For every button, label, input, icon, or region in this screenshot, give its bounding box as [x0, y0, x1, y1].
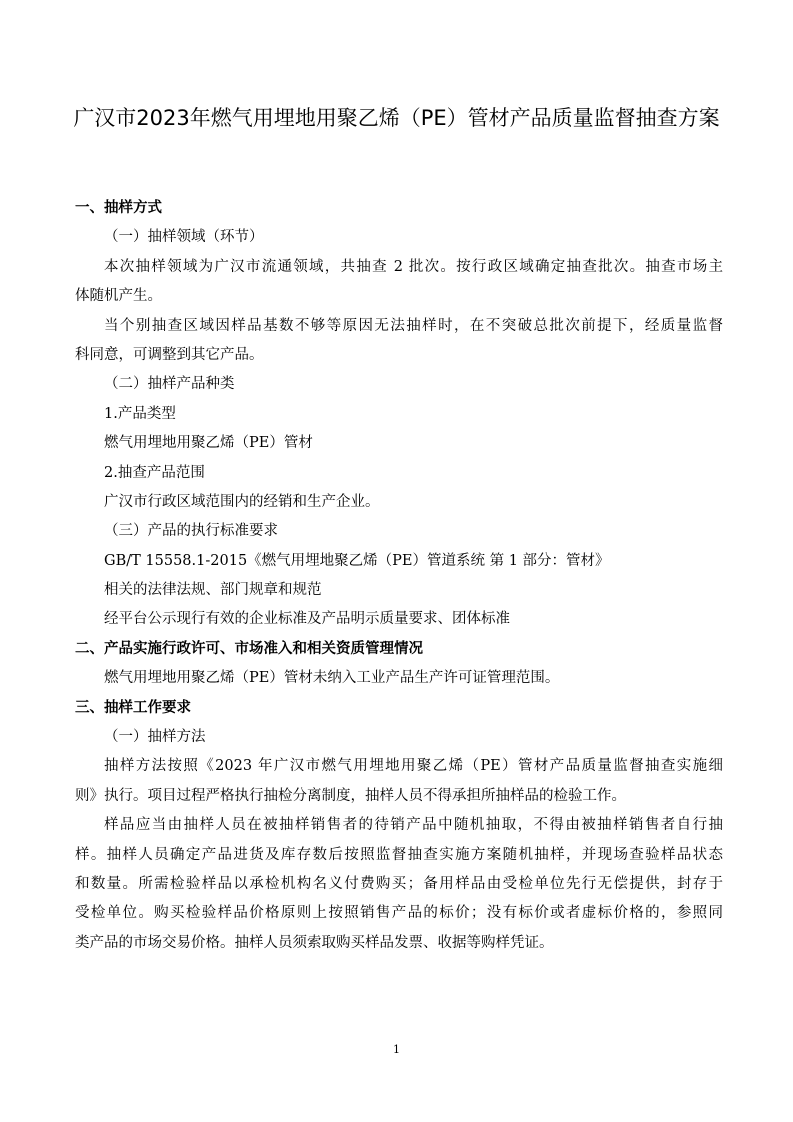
section-heading: 一、抽样方式	[75, 200, 162, 216]
page-number: 1	[393, 1043, 400, 1056]
text-line: 受检单位。购买检验样品价格原则上按照销售产品的标价；没有标价或者虚标价格的，参照同	[75, 905, 723, 922]
section-heading: 二、产品实施行政许可、市场准入和相关资质管理情况	[75, 640, 423, 657]
text-line: 类产品的市场交易价格。抽样人员须索取购买样品发票、收据等购样凭证。	[75, 934, 554, 951]
section-heading: 三、抽样工作要求	[75, 699, 191, 716]
text-line: （三）产品的执行标准要求	[104, 523, 278, 540]
text-line: （一）抽样方法	[104, 729, 206, 746]
text-line: 样。抽样人员确定产品进货及库存数后按照监督抽查实施方案随机抽样，并现场查验样品状态	[75, 846, 723, 863]
text-line: 抽样方法按照《2023 年广汉市燃气用埋地用聚乙烯（PE）管材产品质量监督抽查实施细	[104, 758, 723, 775]
text-line: 科同意，可调整到其它产品。	[75, 346, 264, 363]
text-line: （一）抽样领域（环节）	[104, 229, 264, 246]
document-body	[75, 194, 723, 958]
text-line: （二）抽样产品种类	[104, 376, 235, 393]
text-line: 广汉市行政区域范围内的经销和生产企业。	[104, 493, 380, 510]
text-line: 燃气用埋地用聚乙烯（PE）管材未纳入工业产品生产许可证管理范围。	[104, 670, 560, 687]
text-line: 经平台公示现行有效的企业标准及产品明示质量要求、团体标准	[104, 611, 510, 628]
text-line: 本次抽样领域为广汉市流通领域，共抽查 2 批次。按行政区域确定抽查批次。抽查市场主	[104, 258, 723, 275]
text-line: GB/T 15558.1-2015《燃气用埋地聚乙烯（PE）管道系统 第 1 部分：管材》	[104, 552, 610, 569]
text-line: 体随机产生。	[75, 288, 162, 305]
text-line: 当个别抽查区域因样品基数不够等原因无法抽样时，在不突破总批次前提下，经质量监督	[104, 317, 723, 334]
text-line: 2.抽查产品范围	[104, 464, 205, 481]
text-line: 燃气用埋地用聚乙烯（PE）管材	[104, 435, 313, 452]
text-line: 1.产品类型	[104, 405, 176, 422]
text-line: 样品应当由抽样人员在被抽样销售者的待销产品中随机抽取，不得由被抽样销售者自行抽	[104, 817, 723, 834]
document-title: 广汉市2023年燃气用埋地用聚乙烯（PE）管材产品质量监督抽查方案	[73, 106, 720, 130]
text-line: 和数量。所需检验样品以承检机构名义付费购买；备用样品由受检单位先行无偿提供，封存于	[75, 875, 723, 892]
text-line: 则》执行。项目过程严格执行抽检分离制度，抽样人员不得承担所抽样品的检验工作。	[75, 787, 626, 804]
text-line: 相关的法律法规、部门规章和规范	[104, 582, 322, 599]
